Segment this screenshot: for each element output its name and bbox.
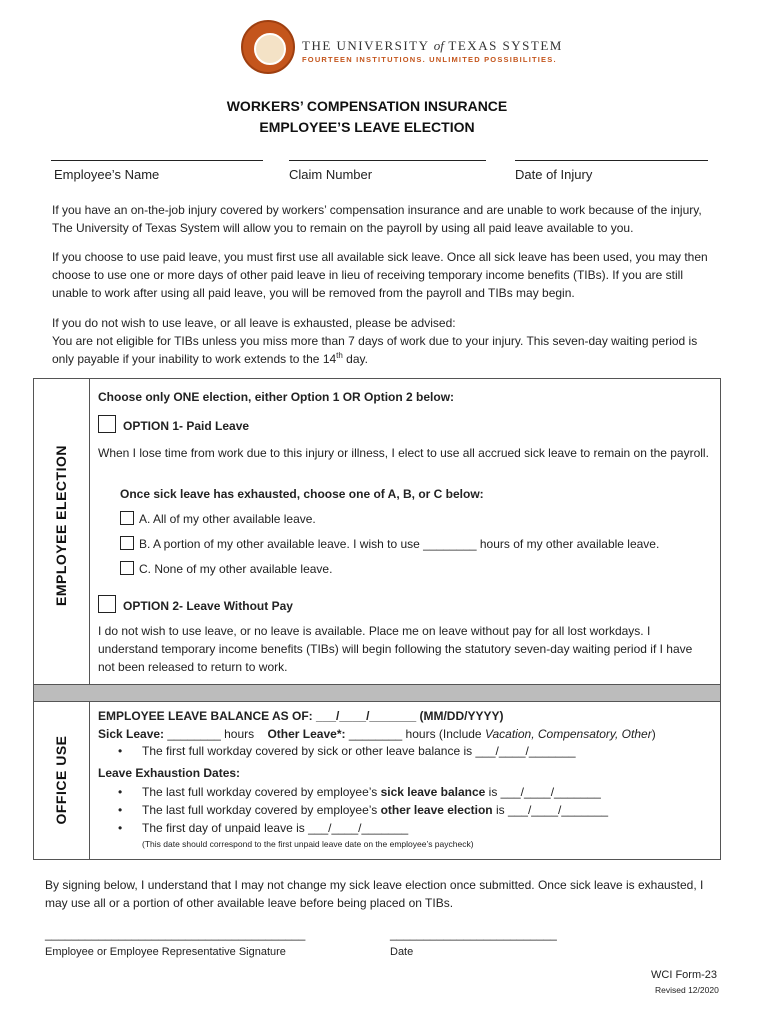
- exhaustion-dates-heading: Leave Exhaustion Dates:: [98, 766, 241, 780]
- claim-number-label: Claim Number: [289, 167, 373, 182]
- org-name-part2: TEXAS SYSTEM: [448, 38, 563, 53]
- revised-date: Revised 12/2020: [655, 985, 719, 995]
- date-of-injury-label: Date of Injury: [515, 167, 593, 182]
- exhausted-heading: Once sick leave has exhausted, choose one of A, B, or C below:: [120, 487, 484, 501]
- bullet-sick-leave-date: • The last full workday covered by employee’s sick leave balance is ___/____/_______: [118, 785, 601, 799]
- leave-balance-hours: Sick Leave: ________ hours Other Leave*: ________ hours (Include Vacation, Compensatory, Other): [98, 727, 656, 741]
- org-name-of: of: [433, 38, 444, 53]
- intro-paragraph-3: [52, 314, 712, 368]
- separator-top-line: [34, 684, 720, 685]
- date-signed-label: Date: [390, 946, 414, 958]
- seal-center: [254, 33, 286, 65]
- intro-paragraph-1: If you have an on-the-job injury covered by workers’ compensation insurance and are unable to work because of the injury, The University of Texas System will allow you to remain on the payroll by using all paid leave available to you.: [52, 203, 702, 235]
- date-signed-line[interactable]: _________________________: [390, 927, 557, 941]
- leave-balance-heading: EMPLOYEE LEAVE BALANCE AS OF: ___/____/_______ (MM/DD/YYYY): [98, 709, 504, 723]
- choice-b-label: B. A portion of my other available leave. I wish to use ________ hours of my other available leave.: [139, 537, 660, 551]
- choice-a-checkbox[interactable]: [120, 511, 134, 525]
- office-use-side-label: OFFICE USE: [53, 735, 69, 825]
- employee-name-label: Employee’s Name: [54, 167, 160, 182]
- option1-description: When I lose time from work due to this injury or illness, I elect to use all accrued sick leave to remain on the payroll.: [98, 446, 709, 460]
- intro-paragraph-3-body: You are not eligible for TIBs unless you miss more than 7 days of work due to your injury. This seven-day waiting period is only payable if your inability to work extends to the 14th day.: [52, 334, 698, 366]
- bullet-other-leave-date: • The last full workday covered by employee’s other leave election is ___/____/_______: [118, 803, 609, 817]
- form-title-line1: WORKERS’ COMPENSATION INSURANCE: [226, 98, 508, 114]
- form-id: WCI Form-23: [651, 969, 717, 981]
- employee-name-line[interactable]: [51, 160, 263, 161]
- choice-c-label: C. None of my other available leave.: [139, 562, 333, 576]
- separator-bottom-line: [34, 701, 720, 702]
- bullet-unpaid-leave-date: • The first day of unpaid leave is ___/____/_______: [118, 821, 409, 835]
- choice-a-label: A. All of my other available leave.: [139, 512, 316, 526]
- org-name: [302, 38, 563, 54]
- form-title-line2: EMPLOYEE’S LEAVE ELECTION: [259, 119, 475, 135]
- intro-paragraph-2: If you choose to use paid leave, you must first use all available sick leave. Once all sick leave has been used, you may then choose to use one or more days of other paid leave in lieu of receiving temporary income benefits (TIBs). If you are still unable to work after using all paid leave, you will be removed from the payroll and TIBs may begin.: [52, 250, 708, 300]
- signature-line[interactable]: _______________________________________: [45, 927, 306, 941]
- option1-checkbox[interactable]: [98, 415, 116, 433]
- election-instruction: Choose only ONE election, either Option 1 OR Option 2 below:: [98, 390, 455, 404]
- paycheck-note: (This date should correspond to the first unpaid leave date on the employee’s paycheck): [142, 839, 474, 849]
- option2-description: I do not wish to use leave, or no leave is available. Place me on leave without pay for all lost workdays. I understand temporary income benefits (TIBs) will begin following the statutory seven-day waiting period if I have not been released to return to work.: [98, 624, 693, 674]
- choice-b-checkbox[interactable]: [120, 536, 134, 550]
- bullet-first-workday: • The first full workday covered by sick or other leave balance is ___/____/_______: [118, 744, 576, 758]
- org-name-part1: THE UNIVERSITY: [302, 38, 430, 53]
- signature-label: Employee or Employee Representative Signature: [45, 946, 286, 958]
- option2-label: OPTION 2- Leave Without Pay: [123, 599, 293, 613]
- option2-checkbox[interactable]: [98, 595, 116, 613]
- date-of-injury-line[interactable]: [515, 160, 708, 161]
- signature-statement: By signing below, I understand that I may not change my sick leave election once submitted. Once sick leave is exhausted, I may use all or a portion of other available leave before being placed on TIBs.: [45, 878, 704, 910]
- section-separator-bar: [34, 684, 720, 701]
- claim-number-line[interactable]: [289, 160, 486, 161]
- option1-label: OPTION 1- Paid Leave: [123, 419, 250, 433]
- university-seal-logo: [241, 20, 295, 74]
- choice-c-checkbox[interactable]: [120, 561, 134, 575]
- org-tagline: FOURTEEN INSTITUTIONS. UNLIMITED POSSIBILITIES.: [302, 55, 557, 64]
- intro-paragraph-3-line1: If you do not wish to use leave, or all leave is exhausted, please be advised:: [52, 316, 456, 330]
- side-label-divider: [89, 378, 90, 860]
- employee-election-side-label: EMPLOYEE ELECTION: [53, 445, 69, 606]
